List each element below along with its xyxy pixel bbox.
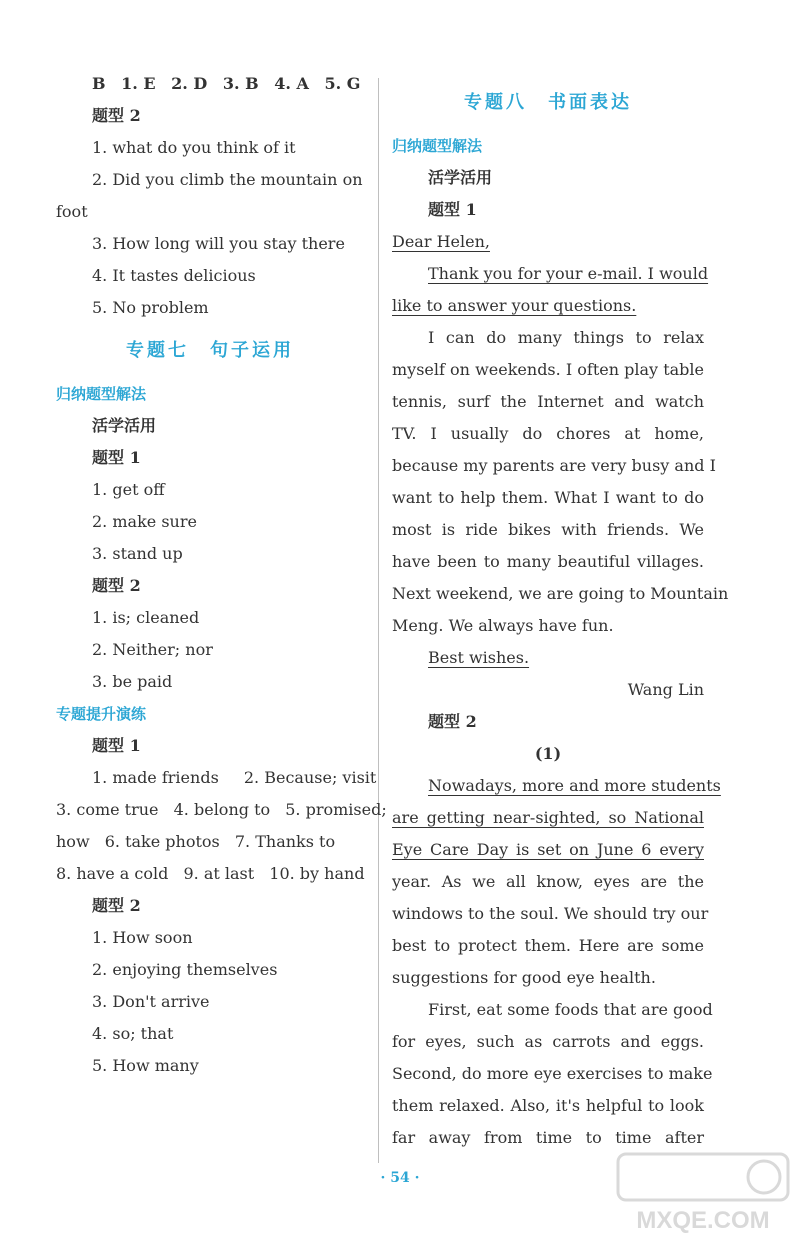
section-heading: 归纳题型解法	[56, 385, 147, 403]
practice-heading: 活学活用	[428, 168, 493, 187]
essay-line: Second, do more eye exercises to make	[392, 1064, 713, 1083]
answer-item: 2. Did you climb the mountain on	[92, 170, 363, 189]
question-type-heading: 题型 1	[92, 448, 141, 467]
topic-seven-title: 专题七 句子运用	[126, 340, 294, 361]
question-type-heading: 题型 2	[92, 576, 141, 595]
answer-item: 5. How many	[92, 1056, 199, 1075]
topic-eight-title: 专题八 书面表达	[464, 92, 632, 113]
answer-item: 4. so; that	[92, 1024, 174, 1043]
letter-line: want to help them. What I want to do	[392, 488, 704, 507]
letter-line: Meng. We always have fun.	[392, 616, 614, 635]
answer-item: 5. No problem	[92, 298, 209, 317]
answer-line: 8. have a cold 9. at last 10. by hand	[56, 864, 365, 883]
essay-line: year. As we all know, eyes are the	[392, 872, 704, 891]
essay-line: for eyes, such as carrots and eggs.	[392, 1032, 704, 1051]
answer-item: 3. Don't arrive	[92, 992, 210, 1011]
answer-item: 2. enjoying themselves	[92, 960, 278, 979]
question-type-heading: 题型 2	[428, 712, 477, 731]
letter-line: tennis, surf the Internet and watch	[392, 392, 704, 411]
letter-line: Next weekend, we are going to Mountain	[392, 584, 729, 603]
answer-item: 3. be paid	[92, 672, 173, 691]
section-heading: 专题提升演练	[56, 705, 147, 723]
watermark-text: MXQE.COM	[636, 1207, 770, 1234]
essay-line: suggestions for good eye health.	[392, 968, 656, 987]
answer-item: 3. stand up	[92, 544, 183, 563]
answer-item-continuation: foot	[56, 202, 88, 221]
essay-line: windows to the soul. We should try our	[392, 904, 709, 923]
letter-line: because my parents are very busy and I	[392, 456, 716, 475]
essay-line: First, eat some foods that are good	[428, 1000, 713, 1019]
answer-line: 3. come true 4. belong to 5. promised;	[56, 800, 387, 819]
letter-line: have been to many beautiful villages.	[392, 552, 704, 571]
answer-item: 2. make sure	[92, 512, 197, 531]
answer-line: how 6. take photos 7. Thanks to	[56, 832, 336, 851]
essay-line: Nowadays, more and more students	[428, 776, 721, 795]
answer-item: 1. is; cleaned	[92, 608, 200, 627]
letter-line: most is ride bikes with friends. We	[392, 520, 704, 539]
answer-item: 4. It tastes delicious	[92, 266, 256, 285]
answer-row-b: B 1. E 2. D 3. B 4. A 5. G	[92, 74, 361, 93]
letter-closing: Best wishes.	[428, 648, 530, 667]
letter-signature: Wang Lin	[627, 680, 704, 699]
right-column	[392, 76, 729, 1154]
letter-salutation: Dear Helen,	[392, 232, 490, 251]
left-column	[56, 68, 387, 1082]
answer-item: 3. How long will you stay there	[92, 234, 345, 253]
watermark-logo	[612, 1150, 794, 1236]
column-divider	[378, 78, 379, 1163]
letter-line: like to answer your questions.	[392, 296, 637, 315]
answer-item: 1. How soon	[92, 928, 193, 947]
essay-line: best to protect them. Here are some	[392, 936, 704, 955]
question-type-heading: 题型 1	[428, 200, 477, 219]
essay-line: Eye Care Day is set on June 6 every	[392, 840, 704, 859]
letter-line: TV. I usually do chores at home,	[392, 424, 704, 443]
practice-heading: 活学活用	[92, 416, 157, 435]
answer-item: 2. Neither; nor	[92, 640, 213, 659]
essay-line: them relaxed. Also, it's helpful to look	[392, 1096, 704, 1115]
question-type-heading: 题型 1	[92, 736, 141, 755]
letter-line: Thank you for your e-mail. I would	[428, 264, 709, 283]
letter-line: myself on weekends. I often play table	[392, 360, 704, 379]
answer-item: 1. get off	[92, 480, 165, 499]
letter-line: I can do many things to relax	[428, 328, 704, 347]
answer-item: 1. what do you think of it	[92, 138, 296, 157]
essay-line: are getting near-sighted, so National	[392, 808, 704, 827]
sub-question-number: (1)	[534, 744, 562, 763]
section-heading: 归纳题型解法	[392, 137, 483, 155]
question-type-heading: 题型 2	[92, 106, 141, 125]
page-number: · 54 ·	[380, 1170, 420, 1186]
essay-line: far away from time to time after	[392, 1128, 704, 1147]
question-type-heading: 题型 2	[92, 896, 141, 915]
answer-line: 1. made friends 2. Because; visit	[92, 768, 377, 787]
